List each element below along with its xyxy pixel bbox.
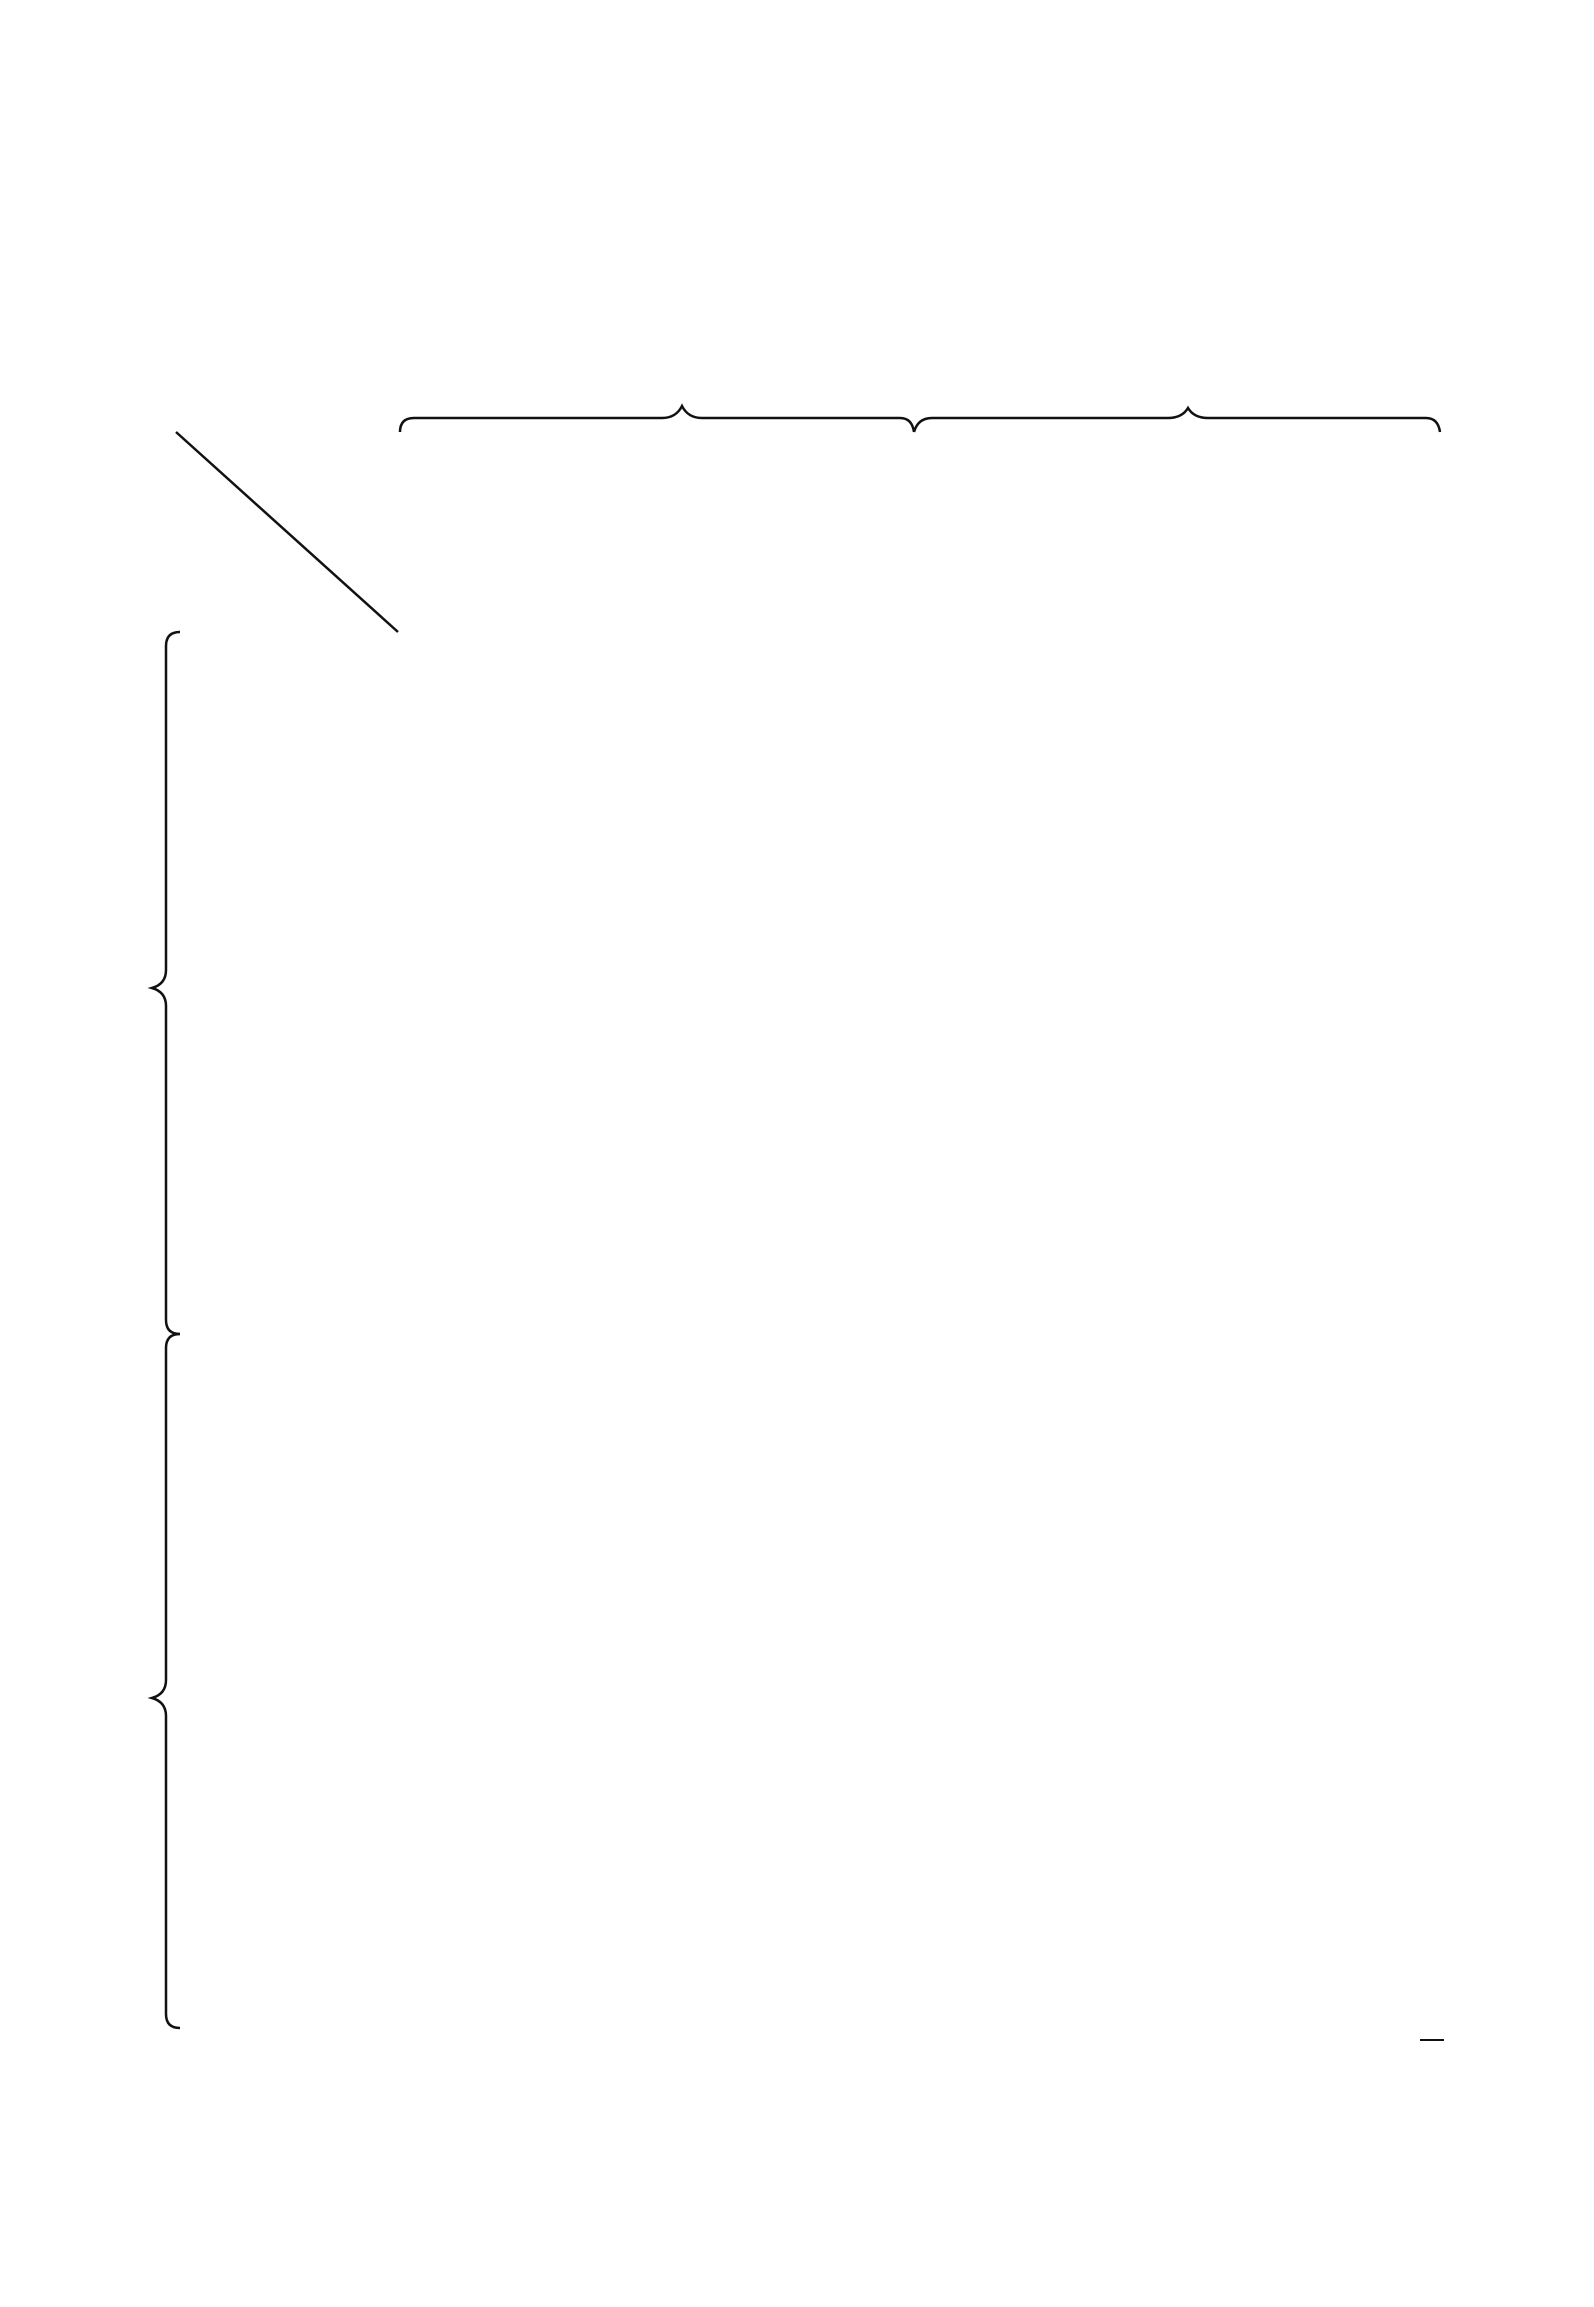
corner-diagonal	[176, 432, 398, 632]
brace-rotations	[152, 1334, 180, 2028]
brace-forces	[400, 406, 914, 432]
brace-moments	[914, 408, 1440, 432]
brace-displacements	[152, 632, 180, 1334]
